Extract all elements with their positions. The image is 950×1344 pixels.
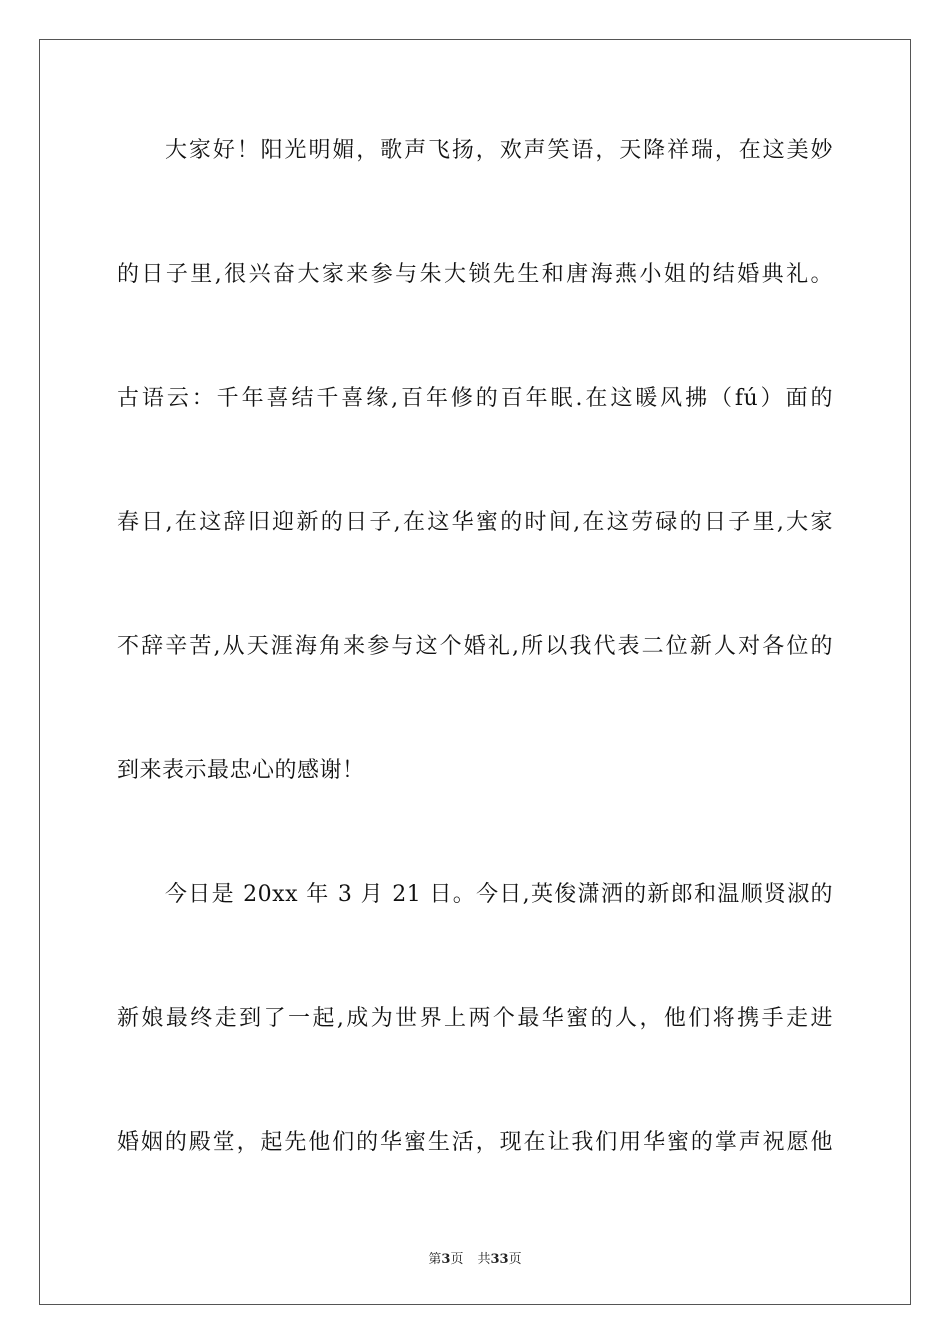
paragraph-line: 不辞辛苦,从天涯海角来参与这个婚礼,所以我代表二位新人对各位的 xyxy=(117,634,833,659)
total-pages: 33 xyxy=(490,1252,509,1267)
paragraph-line: 新娘最终走到了一起,成为世界上两个最华蜜的人，他们将携手走进 xyxy=(117,1006,833,1031)
paragraph-line: 大家好！阳光明媚，歌声飞扬，欢声笑语，天降祥瑞，在这美妙 xyxy=(165,138,833,163)
page-border xyxy=(39,39,911,1305)
paragraph-line: 古语云：千年喜结千喜缘,百年修的百年眠.在这暖风拂（fú）面的 xyxy=(117,386,833,411)
page-suffix: 页 xyxy=(450,1252,464,1267)
paragraph-line: 春日,在这辞旧迎新的日子,在这华蜜的时间,在这劳碌的日子里,大家 xyxy=(117,510,833,535)
page-footer xyxy=(0,1248,950,1267)
paragraph-line: 婚姻的殿堂，起先他们的华蜜生活，现在让我们用华蜜的掌声祝愿他 xyxy=(117,1130,833,1155)
page-number: 3 xyxy=(441,1252,451,1267)
page-prefix: 第 xyxy=(428,1252,442,1267)
paragraph-line: 的日子里,很兴奋大家来参与朱大锁先生和唐海燕小姐的结婚典礼。 xyxy=(117,262,833,287)
total-prefix: 共 xyxy=(477,1252,491,1267)
paragraph-line: 今日是 20xx 年 3 月 21 日。今日,英俊潇洒的新郎和温顺贤淑的 xyxy=(165,882,833,907)
total-suffix: 页 xyxy=(508,1252,522,1267)
paragraph-line: 到来表示最忠心的感谢！ xyxy=(117,758,365,783)
